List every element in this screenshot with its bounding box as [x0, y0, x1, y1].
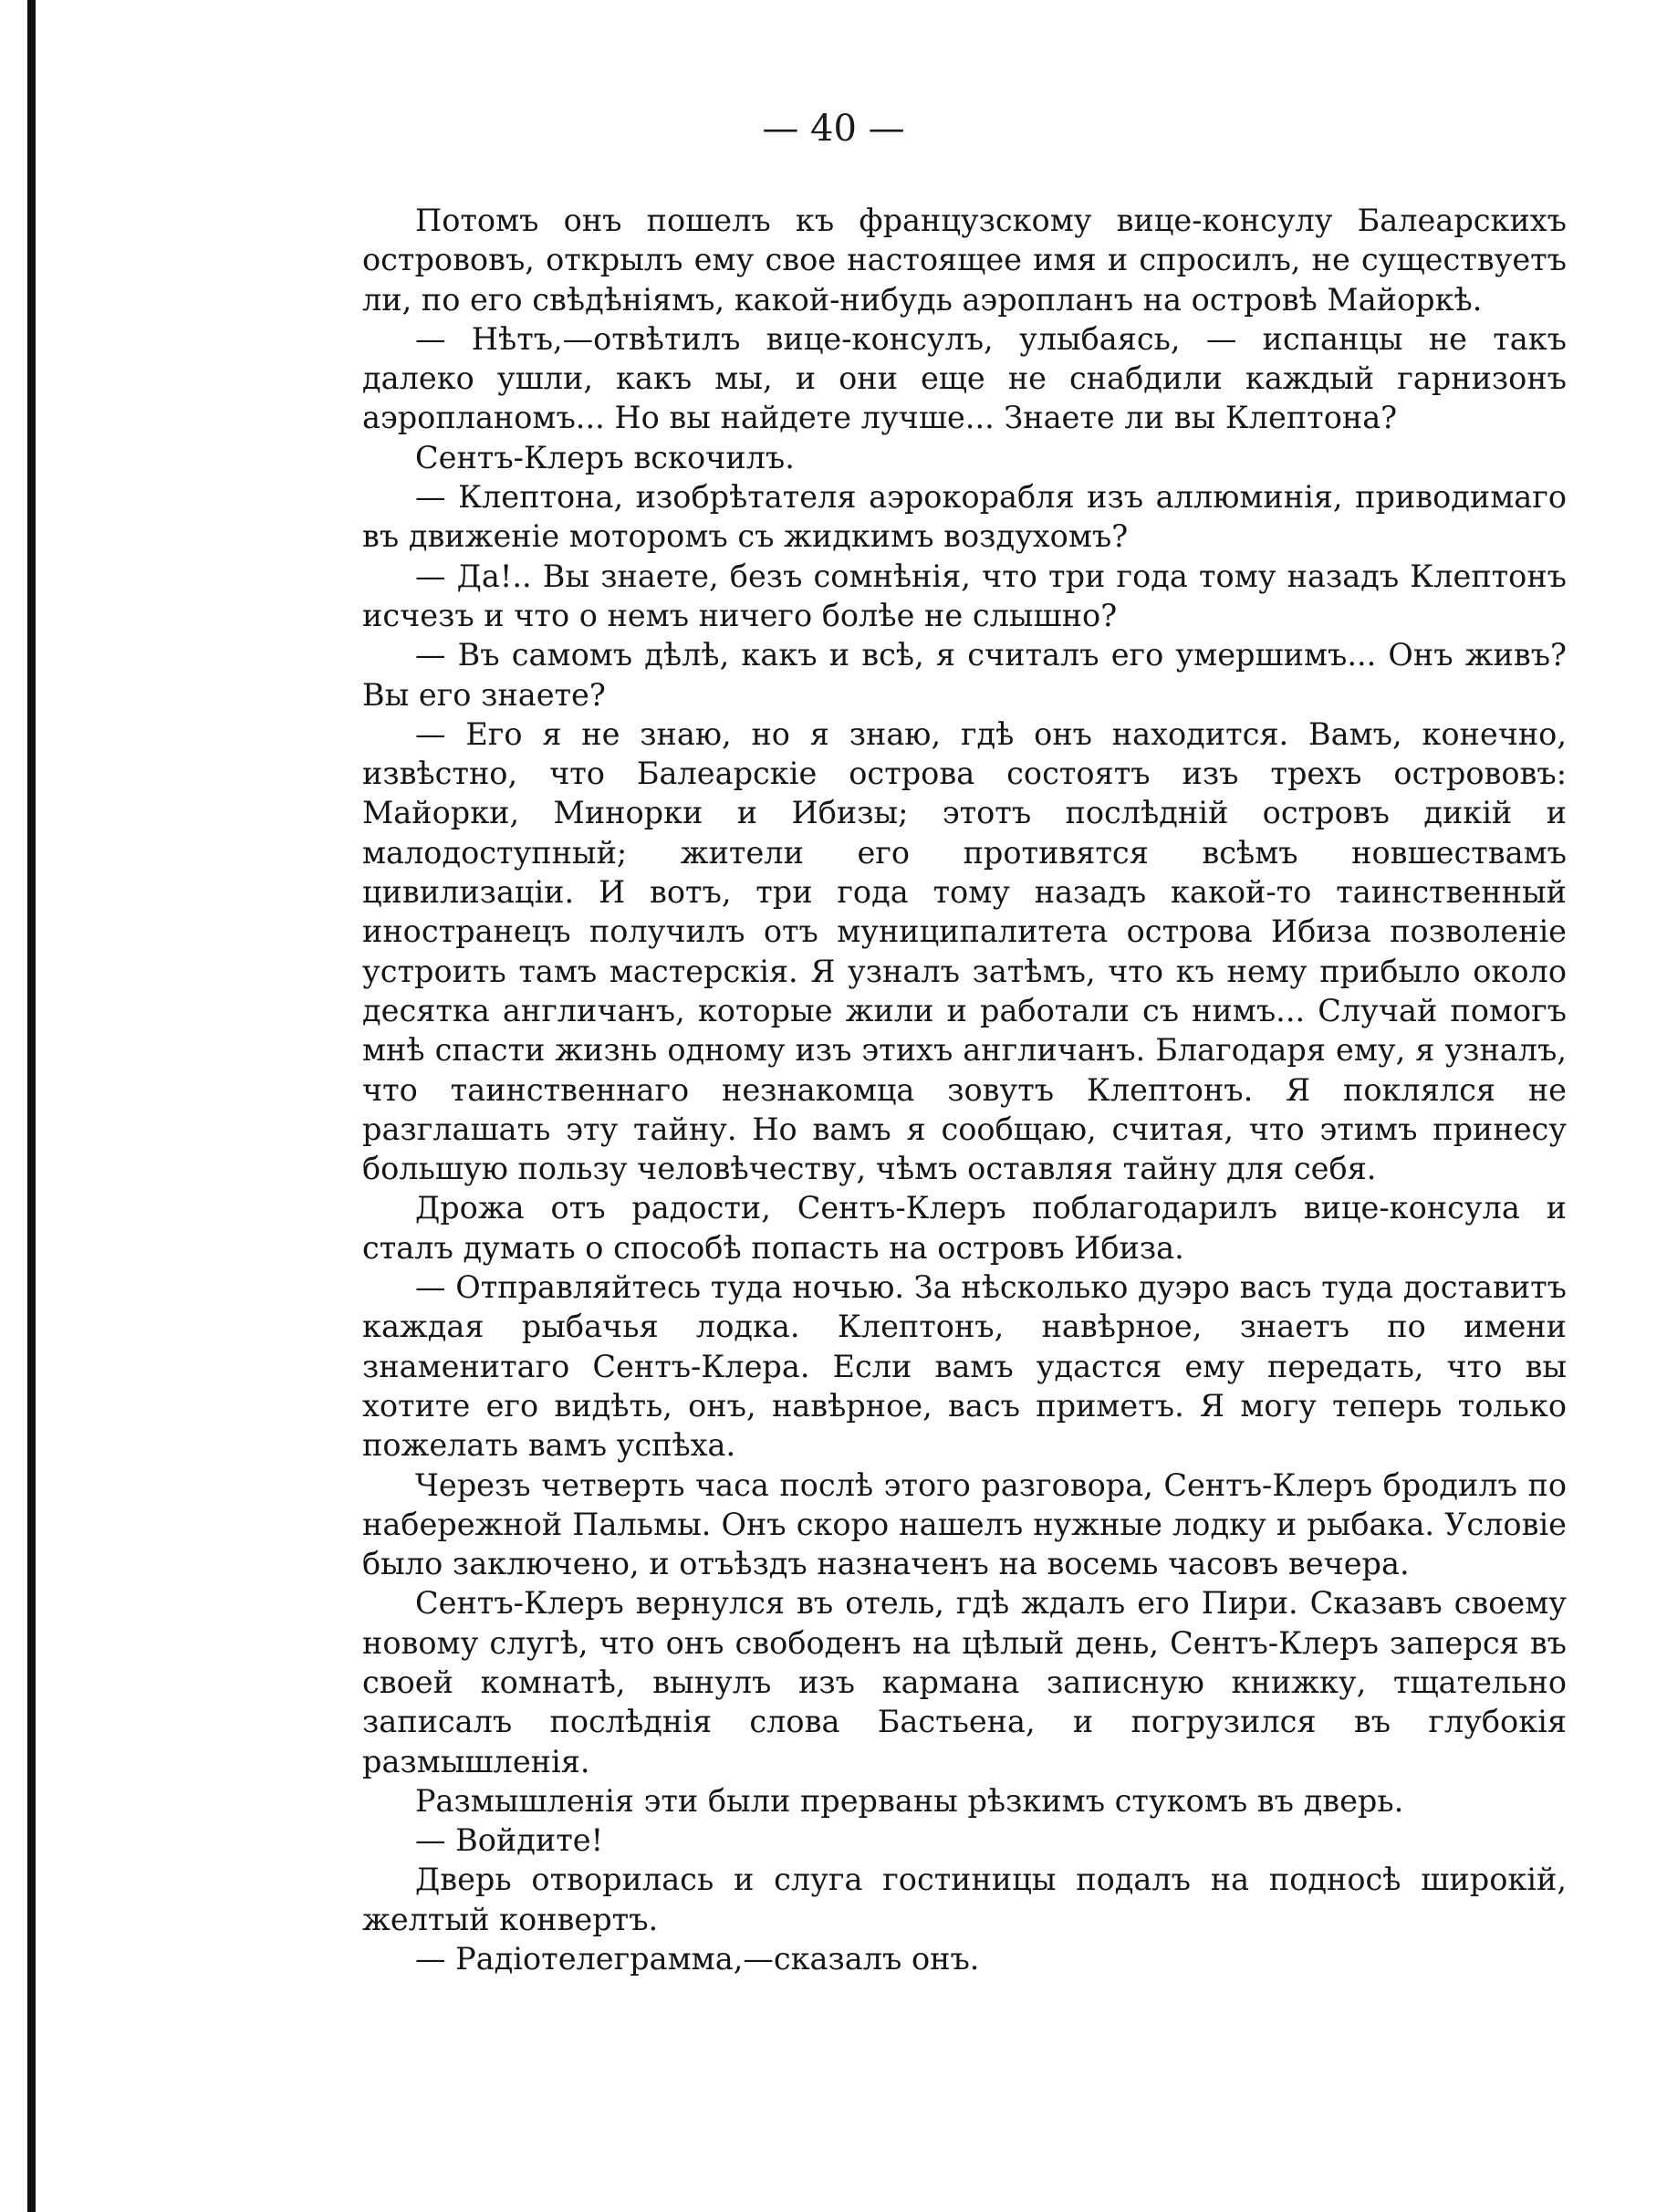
paragraph: Размышленiя эти были прерваны рѣзкимъ стукомъ въ дверь. — [415, 1782, 1404, 1819]
paragraph: Дрожа отъ радости, Сентъ-Клеръ поблагодарилъ вице-консула и сталъ думать о способѣ попасть на островъ Ибиза. — [362, 1190, 1567, 1266]
paragraph: — Клептона, изобрѣтателя аэрокорабля изъ аллюминiя, приводимаго въ движенiе моторомъ съ жидкимъ воздухомъ? — [362, 479, 1567, 555]
paragraph: — Его я не знаю, но я знаю, гдѣ онъ находится. Вамъ, конечно, извѣстно, что Балеарскiе острова состоятъ изъ трехъ острововъ: Майорки, Минорки и Ибизы; этотъ послѣднiй островъ дикiй и малодоступный; жители его противятся всѣмъ новшествамъ цивилизацiи. И вотъ, три года тому назадъ какой-то таинственный иностранецъ получилъ отъ муниципалитета острова Ибиза позволенiе устроить тамъ мастерскiя. Я узналъ затѣмъ, что къ нему прибыло около десятка англичанъ, которые жили и работали съ нимъ... Случай помогъ мнѣ спасти жизнь одному изъ этихъ англичанъ. Благодаря ему, я узналъ, что таинственнаго незнакомца зовутъ Клептонъ. Я поклялся не разглашать эту тайну. Но вамъ я сообщаю, считая, что этимъ принесу большую пользу человѣчеству, чѣмъ оставляя тайну для себя. — [362, 715, 1567, 1187]
paragraph: Черезъ четверть часа послѣ этого разговора, Сентъ-Клеръ бродилъ по набережной Пальмы. Онъ скоро нашелъ нужные лодку и рыбака. Условiе было заключено, и отъѣздъ назначенъ на восемь часовъ вечера. — [362, 1466, 1567, 1582]
paragraph: Сентъ-Клеръ вскочилъ. — [415, 439, 795, 475]
paragraph: Сентъ-Клеръ вернулся въ отель, гдѣ ждалъ его Пири. Сказавъ своему новому слугѣ, что онъ свободенъ на цѣлый день, Сентъ-Клеръ заперся въ своей комнатѣ, вынулъ изъ кармана записную книжку, тщательно записалъ послѣднiя слова Бастьена, и погрузился въ глубокiя размышленiя. — [362, 1585, 1567, 1779]
paragraph: Потомъ онъ пошелъ къ французскому вице-консулу Балеарскихъ острововъ, открылъ ему свое настоящее имя и спросилъ, не существуетъ ли, по его свѣдѣнiямъ, какой-нибудь аэропланъ на островѣ Майоркѣ. — [362, 203, 1567, 318]
paragraph: — Нѣтъ,—отвѣтилъ вице-консулъ, улыбаясь, — испанцы не такъ далеко ушли, какъ мы, и они еще не снабдили каждый гарнизонъ аэропланомъ... Но вы найдете лучше... Знаете ли вы Клептона? — [362, 320, 1567, 436]
paragraph: — Да!.. Вы знаете, безъ сомнѣнiя, что три года тому назадъ Клептонъ исчезъ и что о немъ ничего болѣе не слышно? — [362, 558, 1567, 633]
paragraph: Дверь отворилась и слуга гостиницы подалъ на подносѣ широкiй, желтый конвертъ. — [362, 1862, 1567, 1937]
paragraph: — Въ самомъ дѣлѣ, какъ и всѣ, я считалъ его умершимъ... Онъ живъ? Вы его знаете? — [362, 637, 1567, 713]
body-text — [362, 201, 1567, 1978]
paragraph: — Войдите! — [415, 1822, 604, 1859]
paragraph: — Отправляйтесь туда ночью. За нѣсколько дуэро васъ туда доставитъ каждая рыбачья лодка. Клептонъ, навѣрное, знаетъ по имени знаменитаго Сентъ-Клера. Если вамъ удастся ему передать, что вы хотите его видѣть, онъ, навѣрное, васъ приметъ. Я могу теперь только пожелать вамъ успѣха. — [362, 1269, 1567, 1464]
page-edge-rule — [27, 0, 36, 2212]
page-number: — 40 — — [762, 108, 905, 150]
paragraph: — Радiотелеграмма,—сказалъ онъ. — [415, 1941, 980, 1977]
